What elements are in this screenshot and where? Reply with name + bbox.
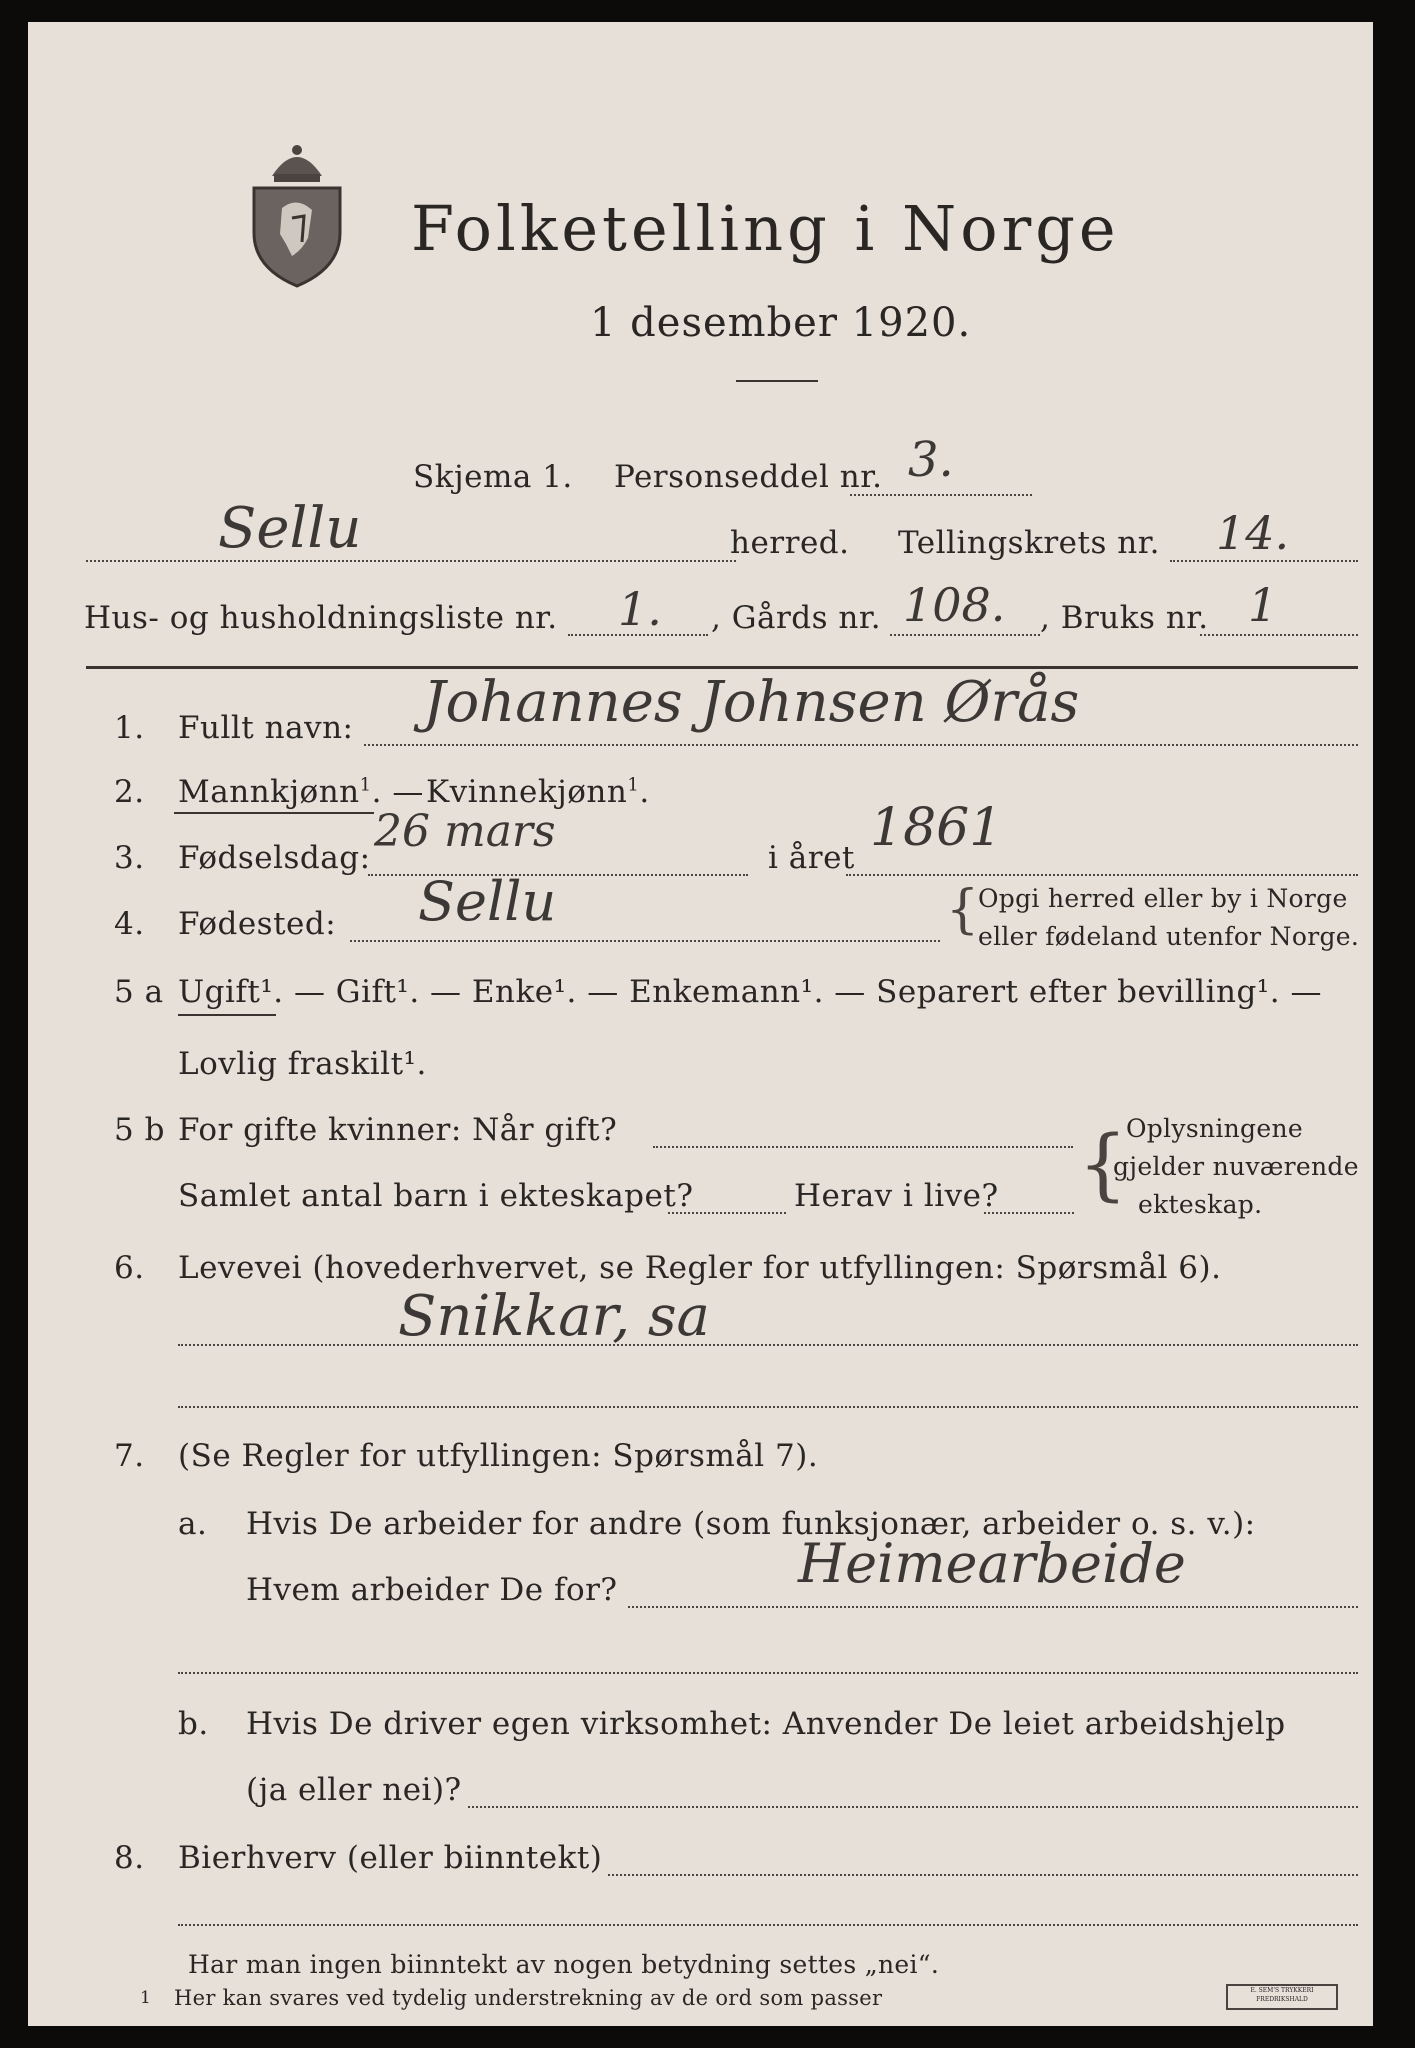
form-title: Folketelling i Norge (411, 192, 1120, 265)
q4-field-line (350, 940, 940, 942)
occupation-value[interactable]: Snikkar, sa (398, 1284, 710, 1349)
coat-of-arms-icon (242, 138, 352, 288)
q5b-living-label: Herav i live? (794, 1178, 999, 1214)
marital-status-options-cont[interactable]: Lovlig fraskilt¹. (178, 1046, 427, 1082)
bruks-field-line (1200, 634, 1358, 636)
printer-stamp: E. SEM'S TRYKKERI FREDRIKSHALD (1226, 1984, 1338, 2010)
q6-number: 6. (114, 1250, 145, 1286)
q4-brace: { (946, 880, 980, 940)
q5b-children-label: Samlet antal barn i ekteskapet? (178, 1178, 694, 1214)
q5b-number: 5 b (114, 1112, 165, 1148)
q5b-note-line3: ekteskap. (1138, 1190, 1263, 1219)
bruks-label: , Bruks nr. (1040, 600, 1209, 636)
personseddel-field-line (850, 494, 1032, 496)
herred-field-line (86, 560, 736, 562)
birthplace-value[interactable]: Sellu (418, 870, 557, 933)
q5b-note-line1: Oplysningene (1126, 1114, 1303, 1143)
tellingskrets-label: Tellingskrets nr. (898, 525, 1160, 561)
herred-label: herred. (730, 525, 850, 561)
q7-label: (Se Regler for utfyllingen: Spørsmål 7). (178, 1438, 819, 1474)
marital-underline-mark (178, 1014, 276, 1016)
q7a-field-line-1 (628, 1606, 1358, 1608)
q1-label: Fullt navn: (178, 710, 354, 746)
q4-number: 4. (114, 906, 145, 942)
q4-note-line2: eller fødeland utenfor Norge. (978, 922, 1360, 951)
q5a-number: 5 a (114, 974, 164, 1010)
gender-female-option[interactable]: Kvinnekjønn$^1$. (426, 774, 650, 810)
gards-value[interactable]: 108. (903, 578, 1006, 632)
q2-number: 2. (114, 774, 145, 810)
tellingskrets-value[interactable]: 14. (1216, 506, 1290, 560)
census-form (28, 22, 1373, 2026)
footnote-mark: 1 (140, 1988, 151, 2008)
tellingskrets-field-line (1170, 560, 1358, 562)
gender-underline-mark (174, 812, 374, 814)
title-divider (736, 380, 818, 382)
personseddel-label: Personseddel nr. (614, 459, 883, 495)
skjema-label: Skjema 1. (413, 459, 573, 495)
q7b-field-line (468, 1806, 1358, 1808)
q8-number: 8. (114, 1840, 145, 1876)
full-name-value[interactable]: Johannes Johnsen Ørås (423, 670, 1080, 735)
header-rule (86, 666, 1358, 669)
hus-label: Hus- og husholdningsliste nr. (84, 600, 558, 636)
footnote-text: Her kan svares ved tydelig understrekning av de ord som passer (174, 1986, 883, 2010)
q7a-label: Hvis De arbeider for andre (som funksjonær, arbeider o. s. v.): (246, 1506, 1256, 1542)
q5b-label: For gifte kvinner: Når gift? (178, 1112, 618, 1148)
birth-year-value[interactable]: 1861 (870, 798, 1003, 858)
q1-number: 1. (114, 710, 145, 746)
q5b-children-field-line (668, 1212, 786, 1214)
gender-male-option[interactable]: Mannkjønn$^1$. — (178, 774, 424, 810)
gards-label: , Gårds nr. (711, 600, 882, 636)
q7b-answer-label: (ja eller nei)? (246, 1772, 462, 1808)
q6-field-line-2 (178, 1406, 1358, 1408)
q3-year-field-line (846, 874, 1358, 876)
personseddel-value[interactable]: 3. (908, 432, 954, 488)
q5b-brace: { (1078, 1120, 1128, 1210)
q7a-employer-label: Hvem arbeider De for? (246, 1572, 618, 1608)
birthday-value[interactable]: 26 mars (374, 806, 556, 857)
q7a-field-line-2 (178, 1672, 1358, 1674)
herred-value[interactable]: Sellu (218, 496, 362, 561)
q5b-living-field-line (984, 1212, 1074, 1214)
q7-number: 7. (114, 1438, 145, 1474)
q7b-letter: b. (178, 1706, 209, 1742)
q7a-letter: a. (178, 1506, 208, 1542)
q3-year-label: i året (768, 840, 855, 876)
employer-value[interactable]: Heimearbeide (798, 1532, 1186, 1595)
hus-value[interactable]: 1. (618, 582, 662, 636)
q5b-note-line2: gjelder nuværende (1113, 1152, 1359, 1181)
q6-field-line-1 (178, 1344, 1358, 1346)
gards-field-line (890, 634, 1040, 636)
q7b-label: Hvis De driver egen virksomhet: Anvender De leiet arbeidshjelp (246, 1706, 1286, 1742)
q4-label: Fødested: (178, 906, 337, 942)
gender-female-label: Kvinnekjønn (426, 774, 628, 810)
q3-number: 3. (114, 840, 145, 876)
bruks-value[interactable]: 1 (1248, 578, 1278, 632)
q8-label: Bierhverv (eller biinntekt) (178, 1840, 603, 1876)
q4-note-line1: Opgi herred eller by i Norge (978, 884, 1348, 913)
q5b-married-field-line (653, 1146, 1073, 1148)
q3-label: Fødselsdag: (178, 840, 371, 876)
q1-field-line (364, 744, 1358, 746)
q8-note: Har man ingen biinntekt av nogen betydning settes „nei“. (188, 1950, 940, 1979)
census-date: 1 desember 1920. (590, 300, 972, 346)
q6-label: Levevei (hovederhvervet, se Regler for utfyllingen: Spørsmål 6). (178, 1250, 1222, 1286)
gender-male-label: Mannkjønn (178, 774, 360, 810)
q8-field-line-1 (608, 1874, 1358, 1876)
q8-field-line-2 (178, 1924, 1358, 1926)
marital-status-options[interactable]: Ugift¹. — Gift¹. — Enke¹. — Enkemann¹. — Separert efter bevilling¹. — (178, 974, 1322, 1010)
